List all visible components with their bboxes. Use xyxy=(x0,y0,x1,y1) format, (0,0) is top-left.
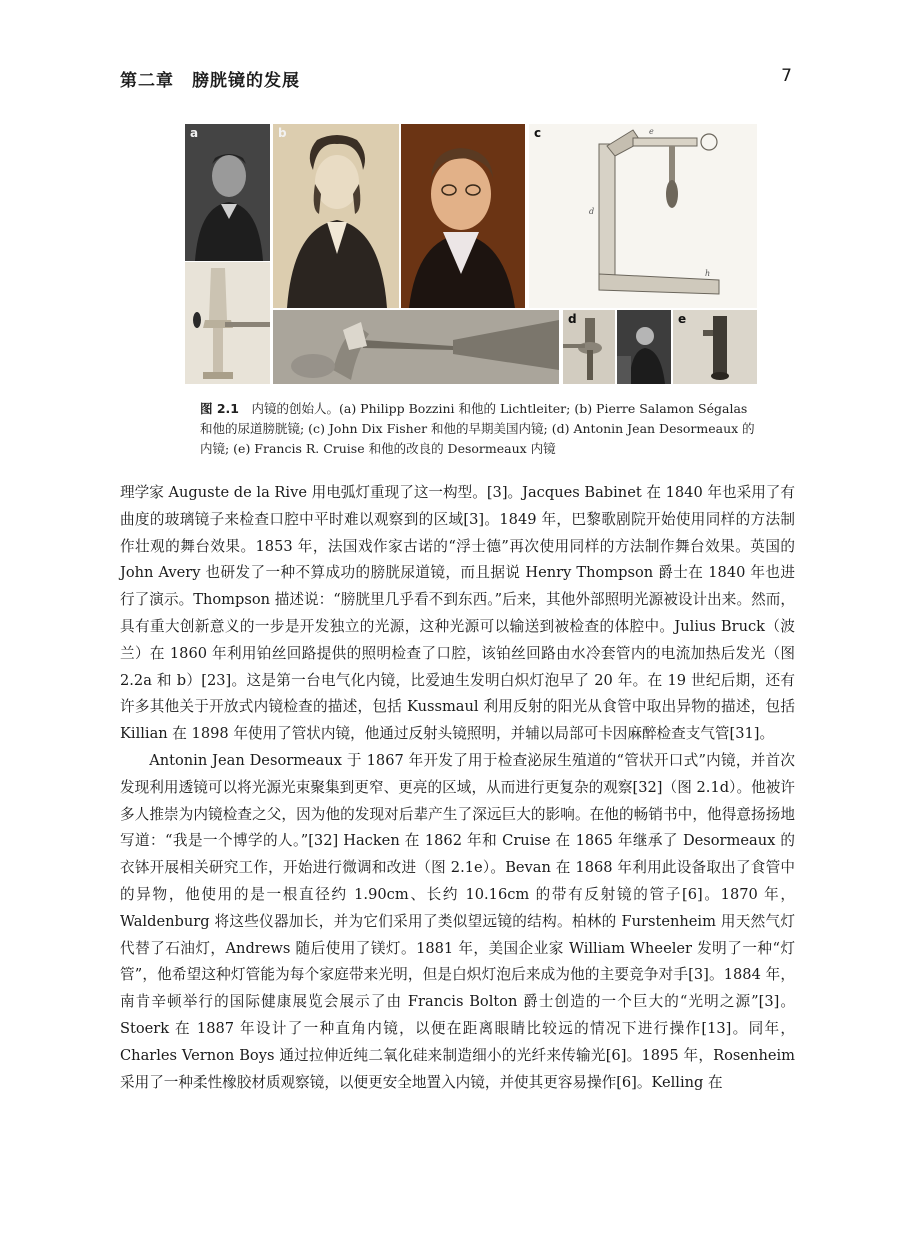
segalas-cystoscope-image xyxy=(273,310,559,384)
panel-e-cruise-endoscope xyxy=(673,310,757,384)
panel-label-a: a xyxy=(190,126,199,140)
segalas-portrait-image xyxy=(273,124,399,308)
figure-caption xyxy=(200,399,760,459)
fisher-endoscope-image xyxy=(529,124,757,308)
bozzini-portrait-image xyxy=(185,124,270,261)
paragraph-1: 理学家 Auguste de la Rive 用电弧灯重现了这一构型。[3]。Jacques Babinet 在 1840 年也采用了有曲度的玻璃镜子来检查口腔中平时难以观察到的区域[3]。1849 年，巴黎歌剧院开始使用同样的方法制作壮观的舞台效果。1853 年，法国戏作家古诺的“浮士德”再次使用同样的方法制作舞台效果。英国的 John Avery 也研发了一种不算成功的膀胱尿道镜，而且据说 Henry Thompson 爵士在 1840 年也进行了演示。Thompson 描述说：“膀胱里几乎看不到东西。”后来，其他外部照明光源被设计出来。然而，具有重大创新意义的一步是开发独立的光源，这种光源可以输送到被检查的体腔中。Julius Bruck（波兰）在 1860 年利用铂丝回路提供的照明检查了口腔，该铂丝回路由水冷套管内的电流加热后发光（图 2.2a 和 b）[23]。这是第一台电气化内镜，比爱迪生发明白炽灯泡早了 20 年。在 19 世纪后期，还有许多其他关于开放式内镜检查的描述，包括 Kussmaul 利用反射的阳光从食管中取出异物的描述，包括 Killian 在 1898 年使用了管状内镜，他通过反射头镜照明，并辅以局部可卡因麻醉检查支气管[31]。 xyxy=(120,484,795,743)
page-number: 7 xyxy=(781,66,792,86)
panel-c-fisher-portrait xyxy=(401,124,525,308)
body-text xyxy=(120,480,795,1096)
panel-label-c: c xyxy=(534,126,542,140)
svg-text:e: e xyxy=(649,127,654,136)
panel-a-bozzini-portrait xyxy=(185,124,270,261)
panel-e-cruise-photo xyxy=(617,310,671,384)
figure-2-1 xyxy=(185,124,757,384)
panel-b-segalas-portrait xyxy=(273,124,399,308)
paragraph-2: Antonin Jean Desormeaux 于 1867 年开发了用于检查泌尿生殖道的“管状开口式”内镜，并首次发现利用透镜可以将光源光束聚集到更窄、更亮的区域，从而进行更复杂的观察[32]（图 2.1d）。他被许多人推崇为内镜检查之父，因为他的发现对后辈产生了深远巨大的影响。在他的畅销书中，他得意扬扬地写道：“我是一个博学的人。”[32] Hacken 在 1862 年和 Cruise 在 1865 年继承了 Desormeaux 的衣钵开展相关研究工作，开始进行微调和改进（图 2.1e）。Bevan 在 1868 年利用此设备取出了食管中的异物，他使用的是一根直径约 1.90cm、长约 10.16cm 的带有反射镜的管子[6]。1870 年，Waldenburg 将这些仪器加长，并为它们采用了类似望远镜的结构。柏林的 Furstenheim 用天然气灯代替了石油灯，Andrews 随后使用了镁灯。1881 年，美国企业家 William Wheeler 发明了一种“灯管”，他希望这种灯管能为每个家庭带来光明，但是白炽灯泡后来成为他的主要竞争对手[3]。1884 年，南肯辛顿举行的国际健康展览会展示了由 Francis Bolton 爵士创造的一个巨大的“光明之源”[3]。Stoerk 在 1887 年设计了一种直角内镜，以便在距离眼睛比较远的情况下进行操作[13]。同年，Charles Vernon Boys 通过拉伸近纯二氧化硅来制造细小的光纤来传输光[6]。1895 年，Rosenheim 采用了一种柔性橡胶材质观察镜，以便更安全地置入内镜，并使其更容易操作[6]。Kelling 在 xyxy=(120,751,795,1091)
panel-c-fisher-endoscope xyxy=(529,124,757,308)
cruise-photo-image xyxy=(617,310,671,384)
panel-d-desormeaux-endoscope xyxy=(563,310,615,384)
svg-text:d: d xyxy=(589,207,595,216)
chapter-title: 第二章 膀胱镜的发展 xyxy=(120,71,300,91)
panel-label-e: e xyxy=(678,312,687,326)
fisher-portrait-image xyxy=(401,124,525,308)
caption-label: 图 2.1 xyxy=(200,401,239,416)
panel-label-b: b xyxy=(278,126,287,140)
panel-b-segalas-cystoscope xyxy=(273,310,559,384)
svg-text:h: h xyxy=(705,269,711,278)
caption-text: 内镜的创始人。(a) Philipp Bozzini 和他的 Lichtleiter; (b) Pierre Salamon Ségalas 和他的尿道膀胱镜; (c) John Dix Fisher 和他的早期美国内镜; (d) Antonin Jean Desormeaux 的内镜; (e) Francis R. Cruise 和他的改良的 Desormeaux 内镜 xyxy=(200,401,755,456)
panel-a-lichtleiter xyxy=(185,262,270,384)
panel-label-d: d xyxy=(568,312,577,326)
lichtleiter-image xyxy=(185,262,270,384)
running-header xyxy=(120,66,792,96)
